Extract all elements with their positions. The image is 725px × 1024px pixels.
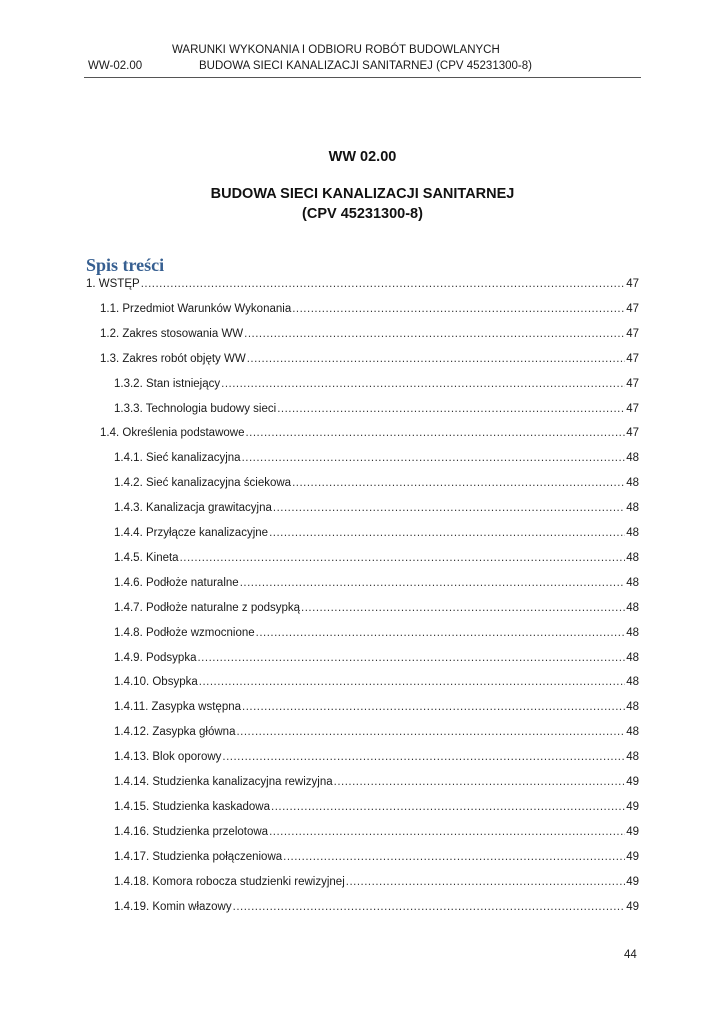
toc-dot-leader	[273, 500, 625, 516]
toc-entry-label: 1.4.1. Sieć kanalizacyjna	[114, 452, 241, 464]
toc-dot-leader	[221, 376, 625, 392]
toc-entry-label: 1.4.2. Sieć kanalizacyjna ściekowa	[114, 477, 292, 489]
toc-entry[interactable]	[114, 749, 639, 765]
page-number: 44	[624, 949, 637, 961]
toc-entry[interactable]	[114, 550, 639, 566]
toc-entry-label: 1.4.16. Studzienka przelotowa	[114, 826, 269, 838]
toc-entry-label: 1.2. Zakres stosowania WW	[100, 328, 244, 340]
toc-dot-leader	[233, 899, 626, 915]
toc-entry-label: 1.3.2. Stan istniejący	[114, 378, 221, 390]
toc-entry[interactable]	[100, 301, 639, 317]
toc-dot-leader	[277, 401, 625, 417]
toc-entry-page: 49	[626, 901, 639, 913]
toc-entry-label: 1.3.3. Technologia budowy sieci	[114, 403, 277, 415]
toc-dot-leader	[222, 749, 625, 765]
toc-dot-leader	[271, 799, 625, 815]
toc-entry-label: 1.4.8. Podłoże wzmocnione	[114, 627, 255, 639]
toc-dot-leader	[199, 674, 625, 690]
toc-dot-leader	[301, 600, 625, 616]
toc-entry-page: 48	[626, 502, 639, 514]
toc-entry[interactable]	[114, 824, 639, 840]
toc-entry[interactable]	[114, 625, 639, 641]
toc-dot-leader	[141, 276, 626, 292]
toc-entry[interactable]	[100, 425, 639, 441]
toc-entry[interactable]	[100, 326, 639, 342]
toc-entry-label: 1.4.6. Podłoże naturalne	[114, 577, 239, 589]
toc-entry-page: 48	[626, 751, 639, 763]
toc-entry[interactable]	[114, 500, 639, 516]
toc-entry-page: 47	[626, 278, 639, 290]
toc-entry[interactable]	[114, 376, 639, 392]
toc-entry[interactable]	[114, 799, 639, 815]
toc-entry-page: 49	[626, 826, 639, 838]
toc-entry-page: 48	[626, 726, 639, 738]
toc-entry-label: 1.4.19. Komin włazowy	[114, 901, 232, 913]
toc-entry-label: 1.1. Przedmiot Warunków Wykonania	[100, 303, 292, 315]
toc-entry-label: 1.4.18. Komora robocza studzienki rewizyjnej	[114, 876, 345, 888]
toc-entry-page: 49	[626, 876, 639, 888]
toc-dot-leader	[256, 625, 626, 641]
header-subtitle: BUDOWA SIECI KANALIZACJI SANITARNEJ (CPV 45231300-8)	[199, 60, 532, 72]
toc-entry[interactable]	[114, 525, 639, 541]
page-header	[84, 43, 641, 78]
toc-dot-leader	[247, 351, 625, 367]
toc-entry-page: 49	[626, 801, 639, 813]
toc-entry-page: 48	[626, 552, 639, 564]
toc-entry-page: 48	[626, 652, 639, 664]
toc-dot-leader	[292, 475, 625, 491]
toc-entry-label: 1.3. Zakres robót objęty WW	[100, 353, 246, 365]
toc-dot-leader	[269, 824, 625, 840]
toc-dot-leader	[334, 774, 626, 790]
toc-dot-leader	[269, 525, 625, 541]
toc-heading: Spis treści	[86, 255, 165, 275]
toc-dot-leader	[242, 699, 625, 715]
toc-entry-page: 48	[626, 527, 639, 539]
toc-entry[interactable]	[100, 351, 639, 367]
toc-entry-label: 1.4.12. Zasypka główna	[114, 726, 236, 738]
toc-dot-leader	[242, 450, 626, 466]
toc-entry-page: 47	[626, 403, 639, 415]
toc-entry-page: 47	[626, 427, 639, 439]
toc-entry-page: 49	[626, 851, 639, 863]
toc-entry-label: 1.4.4. Przyłącze kanalizacyjne	[114, 527, 269, 539]
toc-entry[interactable]	[86, 276, 639, 292]
toc-entry-label: 1.4. Określenia podstawowe	[100, 427, 245, 439]
toc-entry[interactable]	[114, 475, 639, 491]
header-title: WARUNKI WYKONANIA I ODBIORU ROBÓT BUDOWLANYCH	[172, 44, 500, 56]
toc-entry-page: 49	[626, 776, 639, 788]
document-cpv-code: (CPV 45231300-8)	[302, 206, 423, 222]
toc-dot-leader	[197, 650, 625, 666]
toc-entry[interactable]	[114, 874, 639, 890]
toc-entry-page: 47	[626, 353, 639, 365]
toc-entry[interactable]	[114, 401, 639, 417]
toc-entry[interactable]	[114, 699, 639, 715]
toc-dot-leader	[245, 425, 625, 441]
toc-entry-label: 1. WSTĘP	[86, 278, 140, 290]
toc-entry-label: 1.4.17. Studzienka połączeniowa	[114, 851, 283, 863]
toc-entry-label: 1.4.14. Studzienka kanalizacyjna rewizyjna	[114, 776, 333, 788]
toc-entry-page: 48	[626, 602, 639, 614]
toc-entry[interactable]	[114, 674, 639, 690]
toc-entry-label: 1.4.7. Podłoże naturalne z podsypką	[114, 602, 301, 614]
toc-entry-page: 47	[626, 328, 639, 340]
header-document-code: WW-02.00	[88, 60, 143, 72]
toc-entry-page: 47	[626, 303, 639, 315]
toc-dot-leader	[244, 326, 625, 342]
toc-entry[interactable]	[114, 600, 639, 616]
toc-entry[interactable]	[114, 724, 639, 740]
toc-dot-leader	[180, 550, 626, 566]
toc-entry[interactable]	[114, 849, 639, 865]
toc-entry[interactable]	[114, 450, 639, 466]
toc-entry-page: 48	[626, 676, 639, 688]
toc-entry-label: 1.4.3. Kanalizacja grawitacyjna	[114, 502, 272, 514]
toc-entry-label: 1.4.10. Obsypka	[114, 676, 198, 688]
document-subtitle: BUDOWA SIECI KANALIZACJI SANITARNEJ	[210, 186, 515, 202]
document-title: WW 02.00	[328, 149, 397, 165]
toc-entry-label: 1.4.5. Kineta	[114, 552, 179, 564]
toc-dot-leader	[283, 849, 625, 865]
toc-dot-leader	[346, 874, 625, 890]
toc-entry-page: 48	[626, 627, 639, 639]
toc-entry[interactable]	[114, 650, 639, 666]
toc-entry-page: 48	[626, 477, 639, 489]
toc-entry[interactable]	[114, 899, 639, 915]
toc-entry-page: 48	[626, 577, 639, 589]
toc-entry[interactable]	[114, 575, 639, 591]
toc-entry-page: 48	[626, 701, 639, 713]
toc-dot-leader	[236, 724, 625, 740]
toc-dot-leader	[240, 575, 626, 591]
toc-dot-leader	[292, 301, 625, 317]
toc-entry-label: 1.4.9. Podsypka	[114, 652, 197, 664]
toc-entry-label: 1.4.13. Blok oporowy	[114, 751, 222, 763]
toc-entry-page: 48	[626, 452, 639, 464]
toc-entry-page: 47	[626, 378, 639, 390]
toc-entry-label: 1.4.11. Zasypka wstępna	[114, 701, 241, 713]
toc-entry[interactable]	[114, 774, 639, 790]
toc-entry-label: 1.4.15. Studzienka kaskadowa	[114, 801, 270, 813]
